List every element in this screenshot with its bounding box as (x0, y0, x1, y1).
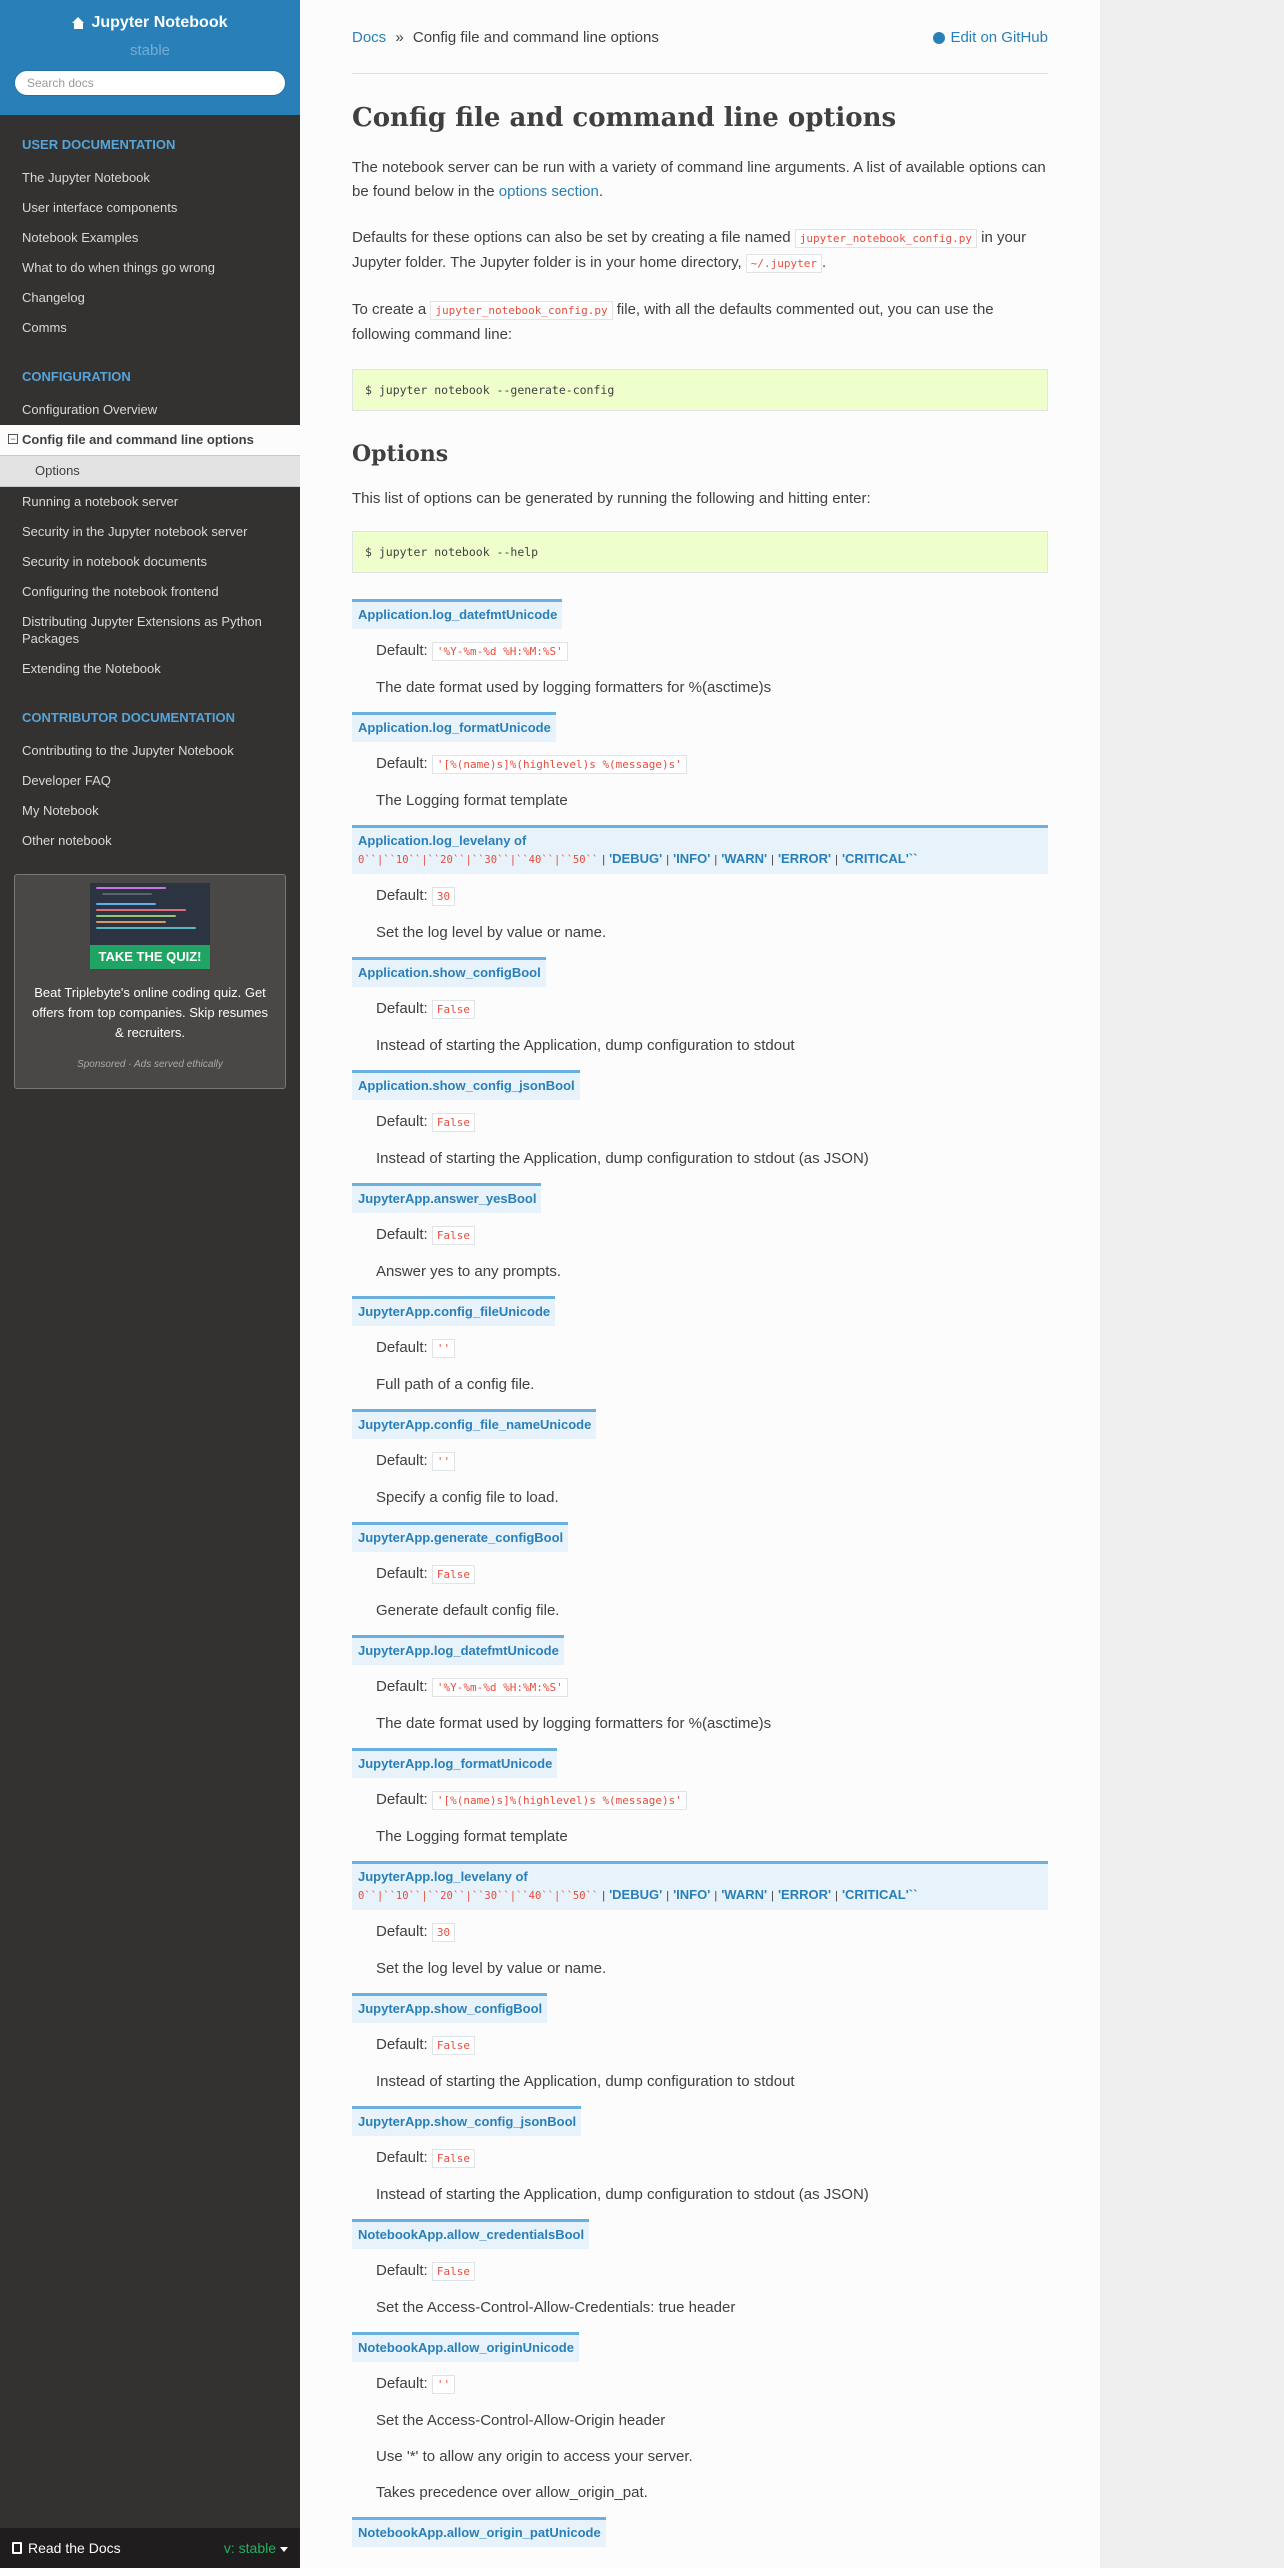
caret-down-icon (280, 2547, 288, 2552)
option-default: Default: 30 (376, 1920, 1048, 1945)
option-default-value: 30 (432, 887, 455, 906)
option-description: The Logging format template (376, 792, 568, 809)
option-name[interactable]: Application.show_configBool (352, 957, 546, 987)
option-name[interactable]: NotebookApp.allow_credentialsBool (352, 2219, 589, 2249)
option-entry (352, 957, 1048, 1058)
caption-contributor-docs: CONTRIBUTOR DOCUMENTATION (22, 710, 236, 725)
option-entry (352, 1861, 1048, 1981)
option-name[interactable]: JupyterApp.answer_yesBool (352, 1183, 541, 1213)
ad-image[interactable] (90, 883, 210, 945)
breadcrumb-separator: » (395, 29, 404, 46)
option-description: Answer yes to any prompts. (376, 1263, 562, 1280)
option-entry (352, 2517, 1048, 2547)
option-description: Full path of a config file. (376, 1376, 535, 1393)
main-content (300, 0, 1100, 2568)
option-default: Default: False (376, 1223, 1048, 1248)
sidebar-item-my-notebook[interactable]: My Notebook (22, 803, 99, 818)
option-default-value: '' (432, 1339, 455, 1358)
option-name[interactable]: NotebookApp.allow_originUnicode (352, 2332, 579, 2362)
option-default-value: False (432, 1113, 475, 1132)
option-description: Set the log level by value or name. (376, 924, 607, 941)
sidebar-item-frontend-config[interactable]: Configuring the notebook frontend (22, 584, 219, 599)
option-name[interactable]: JupyterApp.log_datefmtUnicode (352, 1635, 564, 1665)
option-default: Default: '[%(name)s]%(highlevel)s %(message)s' (376, 752, 1048, 777)
option-default: Default: False (376, 997, 1048, 1022)
option-entry (352, 1522, 1048, 1623)
options-heading: Options (352, 441, 449, 467)
sidebar-item-troubleshooting[interactable]: What to do when things go wrong (22, 260, 215, 275)
option-entry (352, 1183, 1048, 1284)
sidebar-item-distributing-extensions[interactable]: Distributing Jupyter Extensions as Python Packages (22, 614, 262, 646)
help-code-block[interactable]: $ jupyter notebook --help (352, 531, 1048, 573)
ad-footer[interactable]: Sponsored · Ads served ethically (77, 1059, 223, 1070)
option-default: Default: '' (376, 2372, 1048, 2397)
sidebar-item-contributing[interactable]: Contributing to the Jupyter Notebook (22, 743, 234, 758)
sidebar-item-comms[interactable]: Comms (22, 320, 67, 335)
option-entry (352, 1993, 1048, 2094)
sidebar-item-notebook-examples[interactable]: Notebook Examples (22, 230, 139, 245)
intro-paragraph: The notebook server can be run with a variety of command line arguments. A list of available options can be found below in the options section. (352, 159, 1046, 200)
option-name[interactable]: Application.show_config_jsonBool (352, 1070, 580, 1100)
options-intro: This list of options can be generated by running the following and hitting enter: (352, 490, 871, 507)
option-extra-note: Use '*' to allow any origin to access your server. (376, 2448, 693, 2465)
option-description: Instead of starting the Application, dump configuration to stdout (as JSON) (376, 2186, 869, 2203)
option-default-value: False (432, 1226, 475, 1245)
edit-on-github-label: Edit on GitHub (950, 29, 1048, 46)
option-entry (352, 1070, 1048, 1171)
option-name[interactable]: JupyterApp.config_file_nameUnicode (352, 1409, 596, 1439)
option-default: Default: False (376, 1562, 1048, 1587)
sidebar-item-changelog[interactable]: Changelog (22, 290, 85, 305)
option-name[interactable]: Application.log_levelany of 0``|``10``|``20``|``30``|``40``|``50`` | 'DEBUG' | 'INFO' | 'WARN' | 'ERROR' | 'CRITICAL'`` (352, 825, 1048, 874)
ad-text[interactable]: Beat Triplebyte's online coding quiz. Get offers from top companies. Skip resumes & recruiters. (31, 985, 269, 1040)
search-input[interactable] (14, 70, 286, 96)
options-section-link[interactable]: options section (498, 183, 599, 200)
option-description: Set the Access-Control-Allow-Origin header (376, 2412, 666, 2429)
page-title: Config file and command line options (352, 103, 897, 133)
option-name[interactable]: Application.log_datefmtUnicode (352, 599, 562, 629)
option-description: Specify a config file to load. (376, 1489, 559, 1506)
option-description: The date format used by logging formatters for %(asctime)s (376, 1715, 772, 1732)
option-default: Default: '[%(name)s]%(highlevel)s %(message)s' (376, 1788, 1048, 1813)
option-default: Default: '' (376, 1336, 1048, 1361)
option-default: Default: False (376, 2259, 1048, 2284)
caption-user-docs: USER DOCUMENTATION (22, 137, 176, 152)
option-name[interactable]: JupyterApp.show_configBool (352, 1993, 547, 2023)
jupyter-dir-code: ~/.jupyter (746, 254, 822, 273)
version-label: stable (129, 42, 171, 59)
option-default: Default: False (376, 1110, 1048, 1135)
option-default-value: False (432, 2149, 475, 2168)
option-name[interactable]: JupyterApp.log_levelany of 0``|``10``|``20``|``30``|``40``|``50`` | 'DEBUG' | 'INFO' | 'WARN' | 'ERROR' | 'CRITICAL'`` (352, 1861, 1048, 1910)
collapse-icon[interactable]: − (8, 434, 18, 444)
option-default-value: '%Y-%m-%d %H:%M:%S' (432, 642, 568, 661)
option-default: Default: False (376, 2033, 1048, 2058)
option-description: Set the log level by value or name. (376, 1960, 607, 1977)
sidebar-item-security-docs[interactable]: Security in notebook documents (22, 554, 207, 569)
option-default-value: False (432, 1565, 475, 1584)
option-description: Set the Access-Control-Allow-Credentials: true header (376, 2299, 736, 2316)
option-name[interactable]: JupyterApp.log_formatUnicode (352, 1748, 557, 1778)
option-name[interactable]: JupyterApp.generate_configBool (352, 1522, 568, 1552)
sidebar-current-label: Config file and command line options (22, 432, 254, 447)
breadcrumb (352, 27, 1048, 74)
rtd-version-selector[interactable] (224, 2540, 288, 2556)
option-entry (352, 2332, 1048, 2505)
option-name[interactable]: Application.log_formatUnicode (352, 712, 556, 742)
config-filename-code-2: jupyter_notebook_config.py (430, 301, 612, 320)
create-config-paragraph: To create a jupyter_notebook_config.py file, with all the defaults commented out, you can use the following command line: (352, 301, 994, 343)
sidebar-item-jupyter-notebook[interactable]: The Jupyter Notebook (22, 170, 150, 185)
option-description: Generate default config file. (376, 1602, 560, 1619)
option-extra-note: Takes precedence over allow_origin_pat. (376, 2484, 648, 2501)
sidebar-item-running-server[interactable]: Running a notebook server (22, 494, 179, 509)
sidebar-item-other-notebook[interactable]: Other notebook (22, 833, 112, 848)
option-description: The date format used by logging formatters for %(asctime)s (376, 679, 772, 696)
edit-on-github-link[interactable] (933, 27, 1048, 49)
option-default: Default: 30 (376, 884, 1048, 909)
option-entry (352, 2106, 1048, 2207)
option-description: Instead of starting the Application, dump configuration to stdout (376, 2073, 795, 2090)
home-icon (72, 17, 85, 29)
breadcrumb-docs-link[interactable]: Docs (352, 29, 387, 46)
sidebar (0, 0, 300, 2568)
ad-quiz-button[interactable]: TAKE THE QUIZ! (90, 945, 210, 969)
right-gutter (1100, 0, 1284, 2568)
sidebar-item-current[interactable] (0, 425, 300, 455)
option-enum-values: 0``|``10``|``20``|``30``|``40``|``50`` | 'DEBUG' | 'INFO' | 'WARN' | 'ERROR' | 'CRITICAL'`` (358, 1887, 918, 1902)
option-enum-values: 0``|``10``|``20``|``30``|``40``|``50`` | 'DEBUG' | 'INFO' | 'WARN' | 'ERROR' | 'CRITICAL'`` (358, 851, 918, 866)
option-default-value: False (432, 2262, 475, 2281)
sidebar-item-extending[interactable]: Extending the Notebook (22, 661, 161, 676)
sidebar-item-ui-components[interactable]: User interface components (22, 200, 178, 215)
rtd-version-label: v: stable (223, 2540, 276, 2556)
sidebar-item-options[interactable]: Options (0, 455, 300, 487)
caption-configuration: CONFIGURATION (22, 369, 131, 384)
option-name[interactable]: NotebookApp.allow_origin_patUnicode (352, 2517, 606, 2547)
github-icon (933, 32, 945, 44)
rtd-label: Read the Docs (28, 2540, 121, 2556)
option-description: Instead of starting the Application, dump configuration to stdout (as JSON) (376, 1150, 869, 1167)
defaults-paragraph: Defaults for these options can also be set by creating a file named jupyter_notebook_config.py in your Jupyter folder. The Jupyter folder is in your home directory, ~/.jupyter . (352, 229, 1027, 271)
rtd-version-bar[interactable] (0, 2528, 300, 2568)
option-entry (352, 1296, 1048, 1397)
option-description: Instead of starting the Application, dump configuration to stdout (376, 1037, 795, 1054)
option-default-value: False (432, 1000, 475, 1019)
option-entry (352, 1748, 1048, 1849)
option-default: Default: '' (376, 1449, 1048, 1474)
option-description: The Logging format template (376, 1828, 568, 1845)
brand-link[interactable] (72, 14, 227, 32)
option-entry (352, 712, 1048, 813)
option-default-value: '' (432, 2375, 455, 2394)
sidebar-item-config-overview[interactable]: Configuration Overview (22, 402, 158, 417)
book-icon (12, 2542, 22, 2554)
config-filename-code: jupyter_notebook_config.py (795, 229, 977, 248)
brand-label: Jupyter Notebook (91, 14, 228, 31)
option-default: Default: '%Y-%m-%d %H:%M:%S' (376, 639, 1048, 664)
option-default-value: '%Y-%m-%d %H:%M:%S' (432, 1678, 568, 1697)
option-name[interactable]: JupyterApp.show_config_jsonBool (352, 2106, 581, 2136)
option-entry (352, 1635, 1048, 1736)
option-default-value: False (432, 2036, 475, 2055)
sidebar-item-dev-faq[interactable]: Developer FAQ (22, 773, 111, 788)
sidebar-menu (0, 115, 300, 856)
option-entry (352, 1409, 1048, 1510)
sidebar-header (0, 0, 300, 115)
option-entry (352, 825, 1048, 945)
option-name[interactable]: JupyterApp.config_fileUnicode (352, 1296, 555, 1326)
sponsored-ad[interactable] (14, 874, 286, 1089)
generate-config-code-block[interactable]: $ jupyter notebook --generate-config (352, 369, 1048, 411)
breadcrumb-current: Config file and command line options (412, 29, 659, 46)
option-entry (352, 599, 1048, 700)
option-default-value: '' (432, 1452, 455, 1471)
option-default-value: '[%(name)s]%(highlevel)s %(message)s' (432, 755, 687, 774)
options-list (352, 599, 1048, 2547)
sidebar-item-security-server[interactable]: Security in the Jupyter notebook server (22, 524, 248, 539)
option-default-value: '[%(name)s]%(highlevel)s %(message)s' (432, 1791, 687, 1810)
option-default-value: 30 (432, 1923, 455, 1942)
option-default: Default: False (376, 2146, 1048, 2171)
option-entry (352, 2219, 1048, 2320)
option-default: Default: '%Y-%m-%d %H:%M:%S' (376, 1675, 1048, 1700)
